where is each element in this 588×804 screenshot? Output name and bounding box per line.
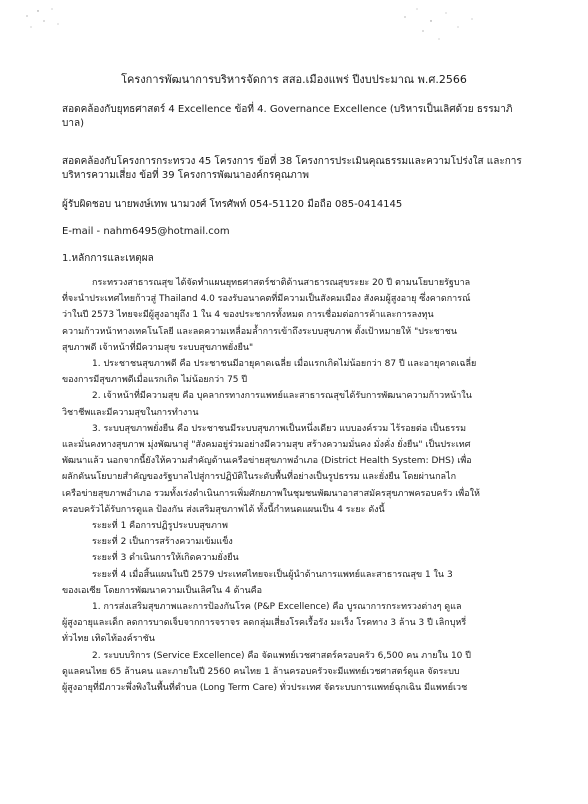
section-heading: 1.หลักการและเหตุผล <box>62 253 154 264</box>
strategy-line: สอดคล้องกับยุทธศาสตร์ 4 Excellence ข้อที่ 4. Governance Excellence (บริหารเป็นเลิศด้วย ธรรมาภิ <box>62 104 513 115</box>
strategy-alignment <box>62 103 562 131</box>
body-line: ความก้าวหน้าทางเทคโนโลยี และลดความเหลื่อมล้ำการเข้าถึงระบบสุขภาพ ตั้งเป้าหมายให้ "ประชาชน <box>62 326 458 337</box>
email-line: E-mail - nahm6495@hotmail.com <box>62 226 230 237</box>
body-line: พัฒนาแล้ว นอกจากนี้ยังให้ความสำคัญด้านเครือข่ายสุขภาพอำเภอ (District Health System: DHS) เพื่อ <box>62 456 472 467</box>
body-line: ระยะที่ 4 เมื่อสิ้นแผนในปี 2579 ประเทศไทยจะเป็นผู้นำด้านการแพทย์และสาธารณสุข 1 ใน 3 <box>92 569 453 580</box>
body-line: ระยะที่ 3 ดำเนินการให้เกิดความยั่งยืน <box>92 553 239 564</box>
body-line: และมั่นคงทางสุขภาพ มุ่งพัฒนาสู่ "สังคมอยู่ร่วมอย่างมีความสุข สร้างความมั่นคง มั่งคั่ง ยั่งยืน" เป็นประเทศ <box>62 440 471 451</box>
body-line: ว่าในปี 2573 ไทยจะมีผู้สูงอายุถึง 1 ใน 4 ของประชากรทั้งหมด การเชื่อมต่อการค้าและการลงทุน <box>62 310 434 321</box>
ministry-line: บริหารความเสี่ยง ข้อที่ 39 โครงการพัฒนาองค์กรคุณภาพ <box>62 170 309 181</box>
body-line: ผลักดันนโยบายสำคัญของรัฐบาลไปสู่การปฏิบัติในระดับพื้นที่อย่างเป็นรูปธรรม และยั่งยืน โดยผ่านกลไก <box>62 472 457 483</box>
body-line: กระทรวงสาธารณสุข ได้จัดทำแผนยุทธศาสตร์ชาติด้านสาธารณสุขระยะ 20 ปี ตามนโยบายรัฐบาล <box>92 278 471 288</box>
strategy-line: บาล) <box>62 118 84 129</box>
document-title: โครงการพัฒนาการบริหารจัดการ สสอ.เมืองแพร่ ปีงบประมาณ พ.ศ.2566 <box>121 73 467 86</box>
body-line: 1. ประชาชนสุขภาพดี คือ ประชาชนมีอายุคาดเฉลี่ย เมื่อแรกเกิดไม่น้อยกว่า 87 ปี และอายุคาดเฉลี่ย <box>92 359 477 370</box>
section-body <box>62 275 562 696</box>
body-line: สุขภาพดี เจ้าหน้าที่มีความสุข ระบบสุขภาพยั่งยืน" <box>62 342 254 353</box>
body-line: ดูแลคนไทย 65 ล้านคน และภายในปี 2560 คนไทย 1 ล้านครอบครัวจะมีแพทย์เวชศาสตร์ดูแล จัดระบบ <box>62 666 460 677</box>
body-line: ครอบครัวได้รับการดูแล ป้องกัน ส่งเสริมสุขภาพได้ ทั้งนี้กำหนดแผนเป็น 4 ระยะ ดังนี้ <box>62 504 385 515</box>
ministry-line: สอดคล้องกับโครงการกระทรวง 45 โครงการ ข้อที่ 38 โครงการประเมินคุณธรรมและความโปร่งใส และการ <box>62 156 522 167</box>
body-line: ระยะที่ 1 คือการปฏิรูประบบสุขภาพ <box>92 521 228 532</box>
body-line: ของเอเซีย โดยการพัฒนาความเป็นเลิศใน 4 ด้านคือ <box>62 585 263 596</box>
body-line: ที่จะนำประเทศไทยก้าวสู่ Thailand 4.0 รองรับอนาคตที่มีความเป็นสังคมเมือง สังคมผู้สูงอายุ ซึ่งคาดการณ์ <box>62 294 471 305</box>
body-line: 2. ระบบบริการ (Service Excellence) คือ จัดแพทย์เวชศาสตร์ครอบครัว 6,500 คน ภายใน 10 ปี <box>92 650 471 661</box>
body-line: 3. ระบบสุขภาพยั่งยืน คือ ประชาชนมีระบบสุขภาพเป็นหนึ่งเดียว แบบองค์รวม ไร้รอยต่อ เป็นธรรม <box>92 423 467 434</box>
body-line: ทั่วไทย เทิดไท้องค์ราชัน <box>62 634 155 645</box>
body-line: วิชาชีพและมีความสุขในการทำงาน <box>62 407 199 418</box>
ministry-project-alignment <box>62 155 562 183</box>
body-line: 2. เจ้าหน้าที่มีความสุข คือ บุคลากรทางการแพทย์และสาธารณสุขได้รับการพัฒนาความก้าวหน้าใน <box>92 391 472 402</box>
body-line: เครือข่ายสุขภาพอำเภอ รวมทั้งเร่งดำเนินการเพิ่มศักยภาพในชุมชนพัฒนาอาสาสมัครสุขภาพครอบครัว เพื่อให้ <box>62 488 480 499</box>
body-line: ผู้สูงอายุและเด็ก ลดการบาดเจ็บจากการจราจร ลดกลุ่มเสี่ยงโรคเรื้อรัง มะเร็ง โรคทาง 3 ล้าน 3 ปี เลิกบุหรี่ <box>62 618 467 629</box>
body-line: ผู้สูงอายุที่มีภาวะพึ่งพิงในพื้นที่ตำบล (Long Term Care) ทั่วประเทศ จัดระบบการแพทย์ฉุกเฉิน มีแพทย์เวช <box>62 683 468 694</box>
body-line: 1. การส่งเสริมสุขภาพและการป้องกันโรค (P&P Excellence) คือ บูรณาการกระทรวงต่างๆ ดูแล <box>92 602 462 613</box>
responsible-person: ผู้รับผิดชอบ นายพงษ์เทพ นามวงศ์ โทรศัพท์ 054-51120 มือถือ 085-0414145 <box>62 199 403 210</box>
body-line: ระยะที่ 2 เป็นการสร้างความเข้มแข็ง <box>92 537 233 548</box>
body-line: ของการมีสุขภาพดีเมื่อแรกเกิด ไม่น้อยกว่า 75 ปี <box>62 375 248 386</box>
